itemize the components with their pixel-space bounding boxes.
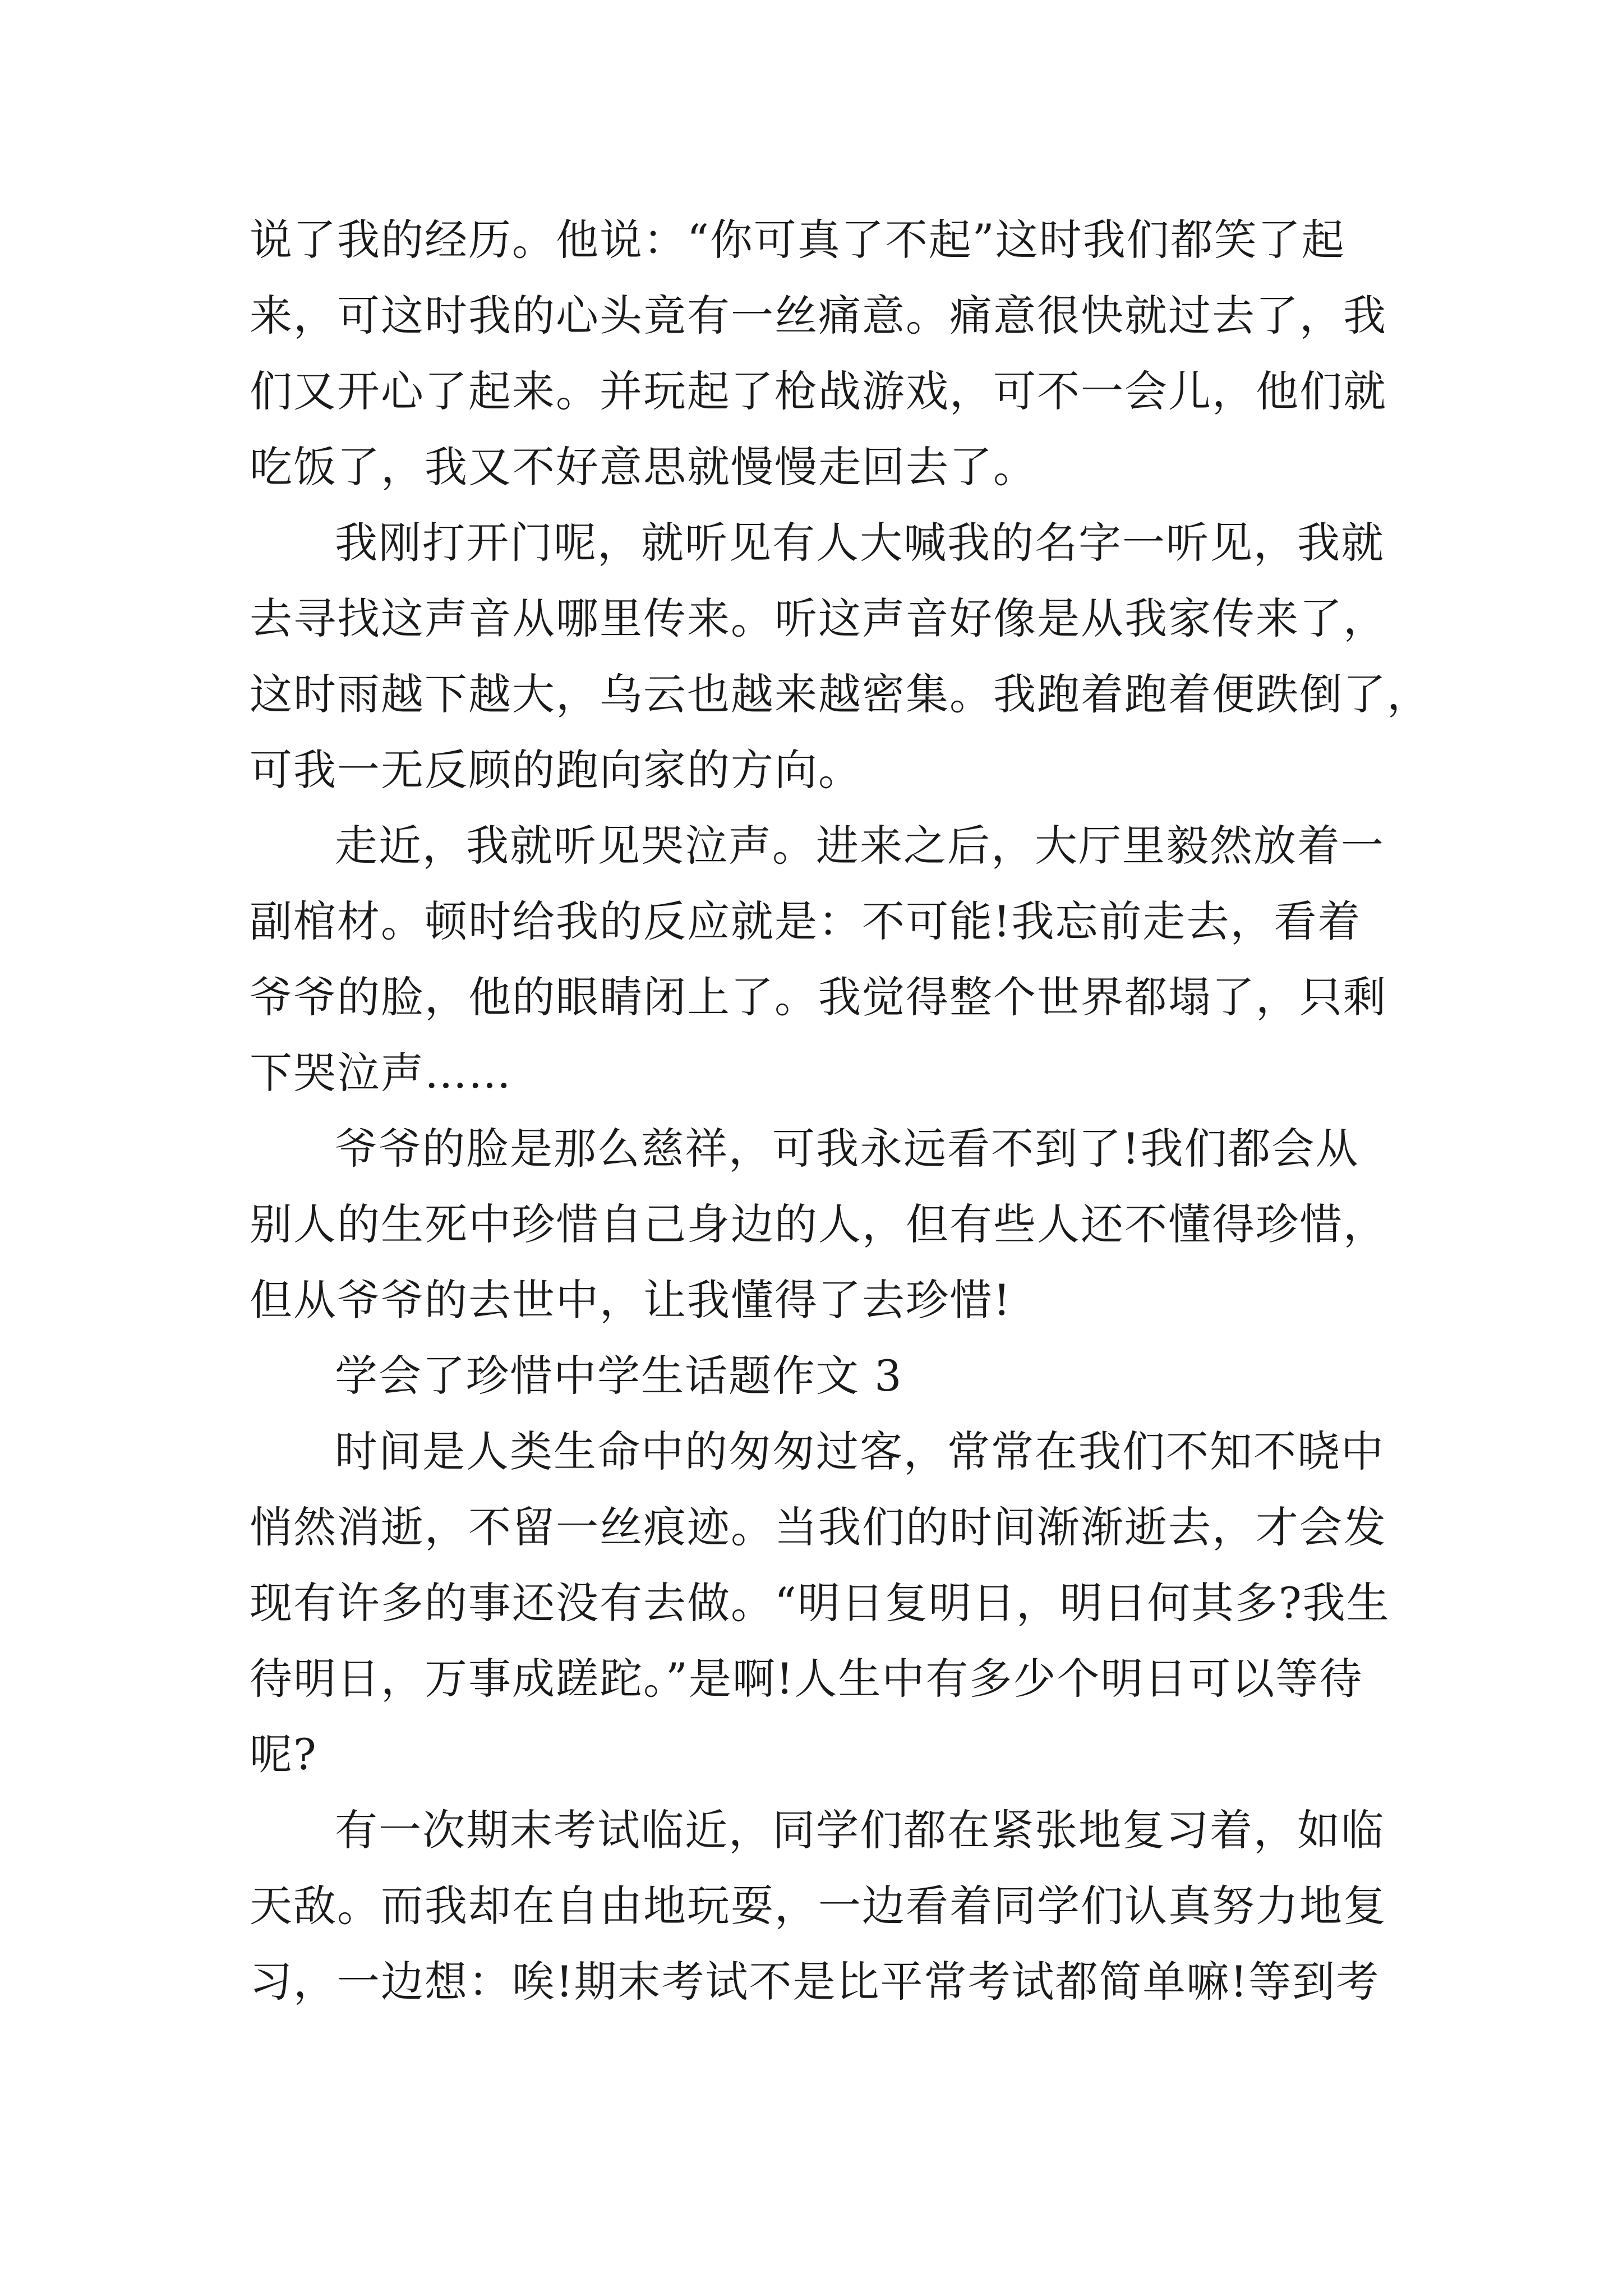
document-body: [250, 202, 1431, 2019]
text-line: 吃饭了，我又不好意思就慢慢走回去了。: [250, 442, 1037, 492]
text-line: 待明日，万事成蹉跎。”是啊!人生中有多少个明日可以等待: [250, 1654, 1363, 1704]
paragraph-first-line: 走近，我就听见哭泣声。进来之后，大厅里毅然放着一: [335, 821, 1385, 871]
text-line: 呢?: [250, 1729, 317, 1779]
text-line: 别人的生死中珍惜自己身边的人，但有些人还不懂得珍惜，: [250, 1199, 1387, 1249]
text-line: 下哭泣声……: [250, 1048, 512, 1098]
text-line: 习，一边想：唉!期末考试不是比平常考试都简单嘛!等到考: [250, 1957, 1380, 2007]
text-line: 爷爷的脸，他的眼睛闭上了。我觉得整个世界都塌了，只剩: [250, 972, 1387, 1022]
text-line: 但从爷爷的去世中，让我懂得了去珍惜!: [250, 1275, 1012, 1325]
text-line: 天敌。而我却在自由地玩耍，一边看着同学们认真努力地复: [250, 1881, 1387, 1931]
text-line: 悄然消逝，不留一丝痕迹。当我们的时间渐渐逝去，才会发: [250, 1502, 1387, 1552]
paragraph-first-line: 时间是人类生命中的匆匆过客，常常在我们不知不晓中: [335, 1427, 1385, 1476]
paragraph-first-line: 爷爷的脸是那么慈祥，可我永远看不到了!我们都会从: [335, 1124, 1359, 1174]
text-line: 说了我的经历。他说：“你可真了不起”这时我们都笑了起: [250, 215, 1345, 265]
text-line: 们又开心了起来。并玩起了枪战游戏，可不一会儿，他们就: [250, 366, 1387, 416]
text-line: 现有许多的事还没有去做。“明日复明日，明日何其多?我生: [250, 1578, 1390, 1628]
paragraph-first-line: 有一次期末考试临近，同学们都在紧张地复习着，如临: [335, 1805, 1385, 1855]
text-line: 这时雨越下越大，乌云也越来越密集。我跑着跑着便跌倒了，: [250, 669, 1431, 719]
text-line: 可我一无反顾的跑向家的方向。: [250, 745, 862, 795]
paragraph-first-line: 我刚打开门呢，就听见有人大喊我的名字一听见，我就: [335, 518, 1385, 568]
section-heading: 学会了珍惜中学生话题作文 3: [335, 1351, 903, 1401]
text-line: 副棺材。顿时给我的反应就是：不可能!我忘前走去，看着: [250, 896, 1362, 946]
text-line: 去寻找这声音从哪里传来。听这声音好像是从我家传来了，: [250, 593, 1387, 643]
text-line: 来，可这时我的心头竟有一丝痛意。痛意很快就过去了，我: [250, 291, 1387, 341]
